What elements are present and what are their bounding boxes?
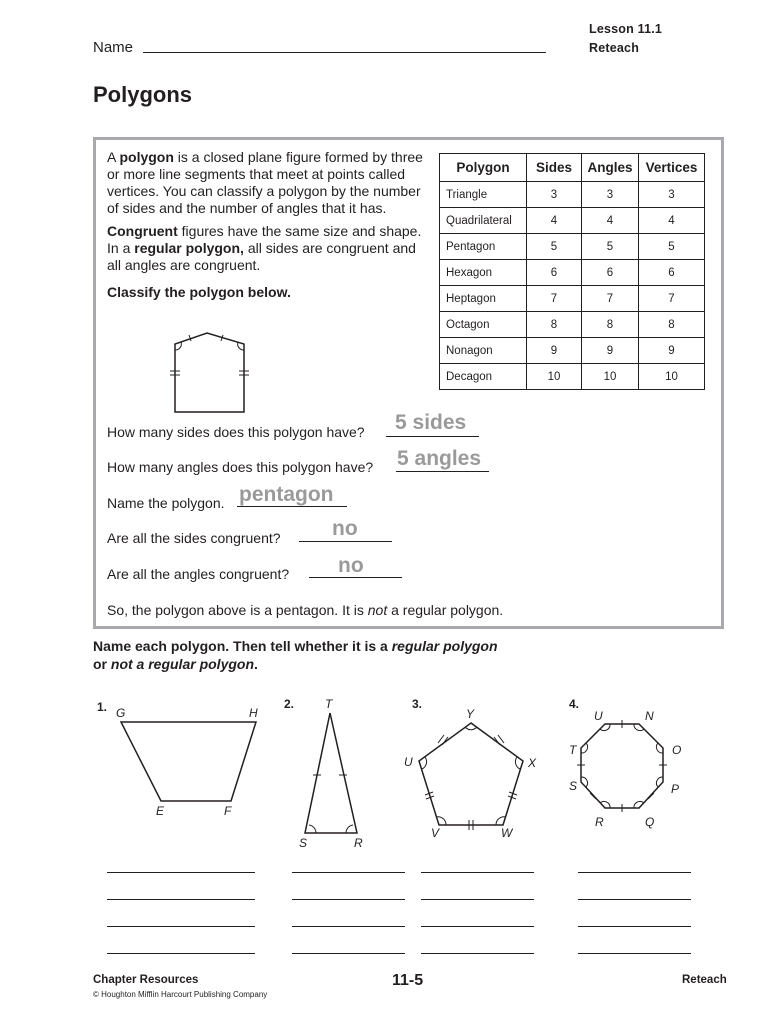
answer-line[interactable] bbox=[578, 872, 691, 873]
lesson-header bbox=[589, 20, 662, 58]
table-cell: Triangle bbox=[440, 182, 527, 208]
table-header-row bbox=[440, 154, 705, 182]
vertex-label: N bbox=[645, 709, 654, 723]
table-row bbox=[440, 364, 705, 390]
answer-line[interactable] bbox=[421, 872, 534, 873]
table-cell: 3 bbox=[582, 182, 639, 208]
summary-text: So, the polygon above is a pentagon. It is not a regular polygon. bbox=[107, 602, 504, 618]
page-title: Polygons bbox=[93, 82, 193, 107]
octagon-figure bbox=[575, 718, 670, 816]
table-cell: 9 bbox=[582, 338, 639, 364]
answer-line[interactable] bbox=[292, 926, 405, 927]
page-number: 11-5 bbox=[392, 972, 424, 989]
polygon-table bbox=[439, 153, 705, 390]
table-cell: 5 bbox=[582, 234, 639, 260]
vertex-label: R bbox=[595, 815, 604, 829]
answer-line[interactable] bbox=[107, 926, 255, 927]
footer-copyright: © Houghton Mifflin Harcourt Publishing Company bbox=[93, 990, 268, 999]
intro-text bbox=[107, 149, 425, 301]
table-header: Angles bbox=[582, 154, 639, 182]
vertex-label: T bbox=[325, 697, 333, 711]
table-cell: 8 bbox=[639, 312, 705, 338]
lesson-number: Lesson 11.1 bbox=[589, 22, 663, 36]
answer-line[interactable] bbox=[578, 926, 691, 927]
answer-line[interactable] bbox=[107, 953, 255, 954]
table-cell: 3 bbox=[639, 182, 705, 208]
vertex-label: Y bbox=[466, 707, 475, 721]
polygon-definition: A polygon is a closed plane figure formed by three or more line segments that meet at points called vertices. You can classify a polygon by the number of sides and the number of angles that it has. bbox=[107, 149, 423, 216]
vertex-label: X bbox=[528, 756, 537, 770]
table-cell: 6 bbox=[639, 260, 705, 286]
vertex-label: F bbox=[224, 804, 232, 818]
vertex-label: H bbox=[249, 706, 258, 720]
vertex-label: Q bbox=[645, 815, 655, 829]
table-cell: 5 bbox=[527, 234, 582, 260]
problem-number: 2. bbox=[284, 697, 295, 711]
table-cell: 10 bbox=[527, 364, 582, 390]
table-cell: 7 bbox=[639, 286, 705, 312]
answer-line[interactable] bbox=[292, 953, 405, 954]
table-cell: Pentagon bbox=[440, 234, 527, 260]
table-cell: 10 bbox=[582, 364, 639, 390]
answer-angles: 5 angles bbox=[397, 447, 482, 470]
table-cell: Octagon bbox=[440, 312, 527, 338]
answer-sides: 5 sides bbox=[395, 411, 467, 434]
problem-number: 4. bbox=[569, 697, 580, 711]
table-cell: 4 bbox=[527, 208, 582, 234]
table-cell: 8 bbox=[527, 312, 582, 338]
question-angles-congruent: Are all the angles congruent? bbox=[107, 566, 290, 582]
vertex-label: S bbox=[569, 779, 578, 793]
question-sides: How many sides does this polygon have? bbox=[107, 424, 365, 440]
answer-line[interactable] bbox=[421, 899, 534, 900]
answer-name: pentagon bbox=[239, 483, 334, 506]
table-cell: 6 bbox=[582, 260, 639, 286]
problem-number: 3. bbox=[412, 697, 423, 711]
vertex-label: U bbox=[594, 709, 603, 723]
name-input-line[interactable] bbox=[143, 52, 546, 53]
question-sides-congruent: Are all the sides congruent? bbox=[107, 530, 281, 546]
table-cell: Nonagon bbox=[440, 338, 527, 364]
table-row bbox=[440, 338, 705, 364]
vertex-label: G bbox=[116, 706, 126, 720]
table-cell: Quadrilateral bbox=[440, 208, 527, 234]
table-header: Vertices bbox=[639, 154, 705, 182]
vertex-label: E bbox=[156, 804, 165, 818]
table-header: Polygon bbox=[440, 154, 527, 182]
vertex-label: T bbox=[569, 743, 577, 757]
table-cell: Decagon bbox=[440, 364, 527, 390]
table-row bbox=[440, 208, 705, 234]
question-name: Name the polygon. bbox=[107, 495, 225, 511]
classify-heading: Classify the polygon below. bbox=[107, 284, 291, 300]
table-row bbox=[440, 182, 705, 208]
vertex-label: P bbox=[671, 782, 680, 796]
table-cell: 7 bbox=[527, 286, 582, 312]
table-row bbox=[440, 286, 705, 312]
table-cell: 8 bbox=[582, 312, 639, 338]
table-row bbox=[440, 234, 705, 260]
table-cell: Hexagon bbox=[440, 260, 527, 286]
footer-chapter-resources: Chapter Resources bbox=[93, 974, 199, 986]
table-row bbox=[440, 260, 705, 286]
congruent-definition: Congruent figures have the same size and shape. In a regular polygon, all sides are congruent and all angles are congruent. bbox=[107, 223, 422, 273]
answer-sides-congruent: no bbox=[332, 517, 358, 540]
answer-line-angles[interactable] bbox=[396, 471, 489, 472]
answer-line[interactable] bbox=[292, 872, 405, 873]
vertex-label: R bbox=[354, 836, 363, 850]
answer-angles-congruent: no bbox=[338, 554, 364, 577]
vertex-label: V bbox=[431, 826, 440, 840]
pentagon-figure bbox=[410, 715, 535, 835]
answer-line[interactable] bbox=[107, 872, 255, 873]
answer-line[interactable] bbox=[107, 899, 255, 900]
table-cell: 4 bbox=[639, 208, 705, 234]
lesson-type: Reteach bbox=[589, 41, 640, 55]
footer-reteach: Reteach bbox=[682, 974, 727, 986]
instructions: Name each polygon. Then tell whether it is a regular polygon or not a regular polygon. bbox=[93, 638, 498, 672]
answer-line-sides-congruent[interactable] bbox=[299, 541, 392, 542]
table-cell: 7 bbox=[582, 286, 639, 312]
example-pentagon bbox=[165, 327, 255, 419]
table-cell: Heptagon bbox=[440, 286, 527, 312]
table-row bbox=[440, 312, 705, 338]
answer-line[interactable] bbox=[578, 899, 691, 900]
answer-line[interactable] bbox=[421, 953, 534, 954]
answer-line[interactable] bbox=[421, 926, 534, 927]
table-cell: 5 bbox=[639, 234, 705, 260]
table-cell: 10 bbox=[639, 364, 705, 390]
vertex-label: S bbox=[299, 836, 308, 850]
triangle-figure bbox=[295, 705, 370, 840]
question-angles: How many angles does this polygon have? bbox=[107, 459, 374, 475]
answer-line[interactable] bbox=[578, 953, 691, 954]
table-header: Sides bbox=[527, 154, 582, 182]
vertex-label: U bbox=[404, 755, 413, 769]
table-cell: 4 bbox=[582, 208, 639, 234]
table-cell: 9 bbox=[639, 338, 705, 364]
table-cell: 9 bbox=[527, 338, 582, 364]
table-cell: 6 bbox=[527, 260, 582, 286]
vertex-label: O bbox=[672, 743, 682, 757]
answer-line-sides[interactable] bbox=[386, 436, 479, 437]
name-label: Name bbox=[93, 39, 134, 56]
vertex-label: W bbox=[501, 826, 513, 840]
answer-line[interactable] bbox=[292, 899, 405, 900]
problem-number: 1. bbox=[97, 700, 108, 714]
table-cell: 3 bbox=[527, 182, 582, 208]
